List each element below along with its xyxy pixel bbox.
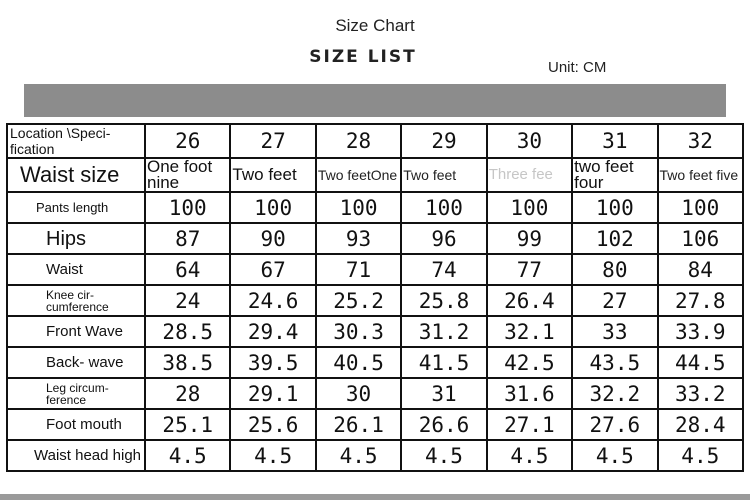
table-cell: 44.5 [658,347,743,378]
table-cell: 27.1 [487,409,572,440]
table-cell: 4.5 [145,440,230,471]
row-label: Waist size [7,158,145,192]
table-cell: 31.2 [401,316,486,347]
table-row [7,254,743,285]
table-cell: 100 [487,192,572,223]
row-label: Pants length [7,192,145,223]
table-cell: 4.5 [658,440,743,471]
table-cell: 25.6 [230,409,315,440]
table-cell: 27 [572,285,657,316]
table-cell: 43.5 [572,347,657,378]
row-label: Front Wave [7,316,145,347]
table-cell: 4.5 [401,440,486,471]
table-cell: 26.4 [487,285,572,316]
row-label: Waist [7,254,145,285]
size-table [6,123,744,472]
size-header-cell: 30 [487,124,572,158]
table-cell: 25.1 [145,409,230,440]
table-cell: 102 [572,223,657,254]
unit-label: Unit: CM [548,59,607,76]
table-row [7,347,743,378]
table-cell: 31.6 [487,378,572,409]
row-label: Knee cir- cumference [7,285,145,316]
table-row [7,223,743,254]
table-cell: 25.2 [316,285,401,316]
table-row [7,316,743,347]
table-cell: 40.5 [316,347,401,378]
table-cell: 33 [572,316,657,347]
waist-size-cell: One foot nine [145,158,230,192]
table-cell: 32.1 [487,316,572,347]
size-header-cell: 27 [230,124,315,158]
table-cell: 100 [572,192,657,223]
waist-size-cell: Two feet five [658,158,743,192]
corner-label: Location \Speci- fication [7,124,145,158]
size-header-cell: 29 [401,124,486,158]
table-cell: 30.3 [316,316,401,347]
waist-size-cell: Two feetOne [316,158,401,192]
table-cell: 29.4 [230,316,315,347]
row-label: Foot mouth [7,409,145,440]
table-cell: 29.1 [230,378,315,409]
table-cell: 77 [487,254,572,285]
table-cell: 41.5 [401,347,486,378]
size-header-cell: 28 [316,124,401,158]
table-cell: 71 [316,254,401,285]
table-cell: 74 [401,254,486,285]
table-row [7,440,743,471]
table-cell: 80 [572,254,657,285]
size-header-cell: 32 [658,124,743,158]
table-cell: 30 [316,378,401,409]
table-cell: 100 [145,192,230,223]
table-cell: 33.2 [658,378,743,409]
size-header-cell: 26 [145,124,230,158]
table-row [7,378,743,409]
table-cell: 4.5 [487,440,572,471]
table-cell: 93 [316,223,401,254]
table-row [7,409,743,440]
table-cell: 28 [145,378,230,409]
waist-size-row [7,158,743,192]
table-cell: 100 [316,192,401,223]
table-cell: 25.8 [401,285,486,316]
table-cell: 27.6 [572,409,657,440]
waist-size-cell: two feet four [572,158,657,192]
size-list-heading: SIZE LIST [309,47,417,67]
row-label: Back- wave [7,347,145,378]
table-cell: 100 [230,192,315,223]
row-label: Waist head high [7,440,145,471]
table-cell: 28.4 [658,409,743,440]
size-header-row [7,124,743,158]
row-label: Leg circum- ference [7,378,145,409]
table-cell: 87 [145,223,230,254]
table-cell: 84 [658,254,743,285]
table-cell: 100 [658,192,743,223]
chart-title: Size Chart [335,16,415,35]
table-cell: 33.9 [658,316,743,347]
table-cell: 27.8 [658,285,743,316]
table-cell: 4.5 [316,440,401,471]
waist-size-cell: Two feet [401,158,486,192]
table-row [7,192,743,223]
table-cell: 24.6 [230,285,315,316]
table-cell: 32.2 [572,378,657,409]
header-band [24,84,726,117]
size-header-cell: 31 [572,124,657,158]
table-row [7,285,743,316]
table-cell: 106 [658,223,743,254]
table-cell: 99 [487,223,572,254]
footer-band [0,494,750,500]
table-cell: 96 [401,223,486,254]
table-cell: 26.1 [316,409,401,440]
table-cell: 100 [401,192,486,223]
table-cell: 24 [145,285,230,316]
table-cell: 64 [145,254,230,285]
table-cell: 28.5 [145,316,230,347]
table-cell: 42.5 [487,347,572,378]
waist-size-cell: Three fee [487,158,572,192]
table-cell: 31 [401,378,486,409]
table-cell: 26.6 [401,409,486,440]
table-cell: 38.5 [145,347,230,378]
table-cell: 67 [230,254,315,285]
table-cell: 4.5 [572,440,657,471]
waist-size-cell: Two feet [230,158,315,192]
table-cell: 90 [230,223,315,254]
table-cell: 39.5 [230,347,315,378]
table-cell: 4.5 [230,440,315,471]
row-label: Hips [7,223,145,254]
